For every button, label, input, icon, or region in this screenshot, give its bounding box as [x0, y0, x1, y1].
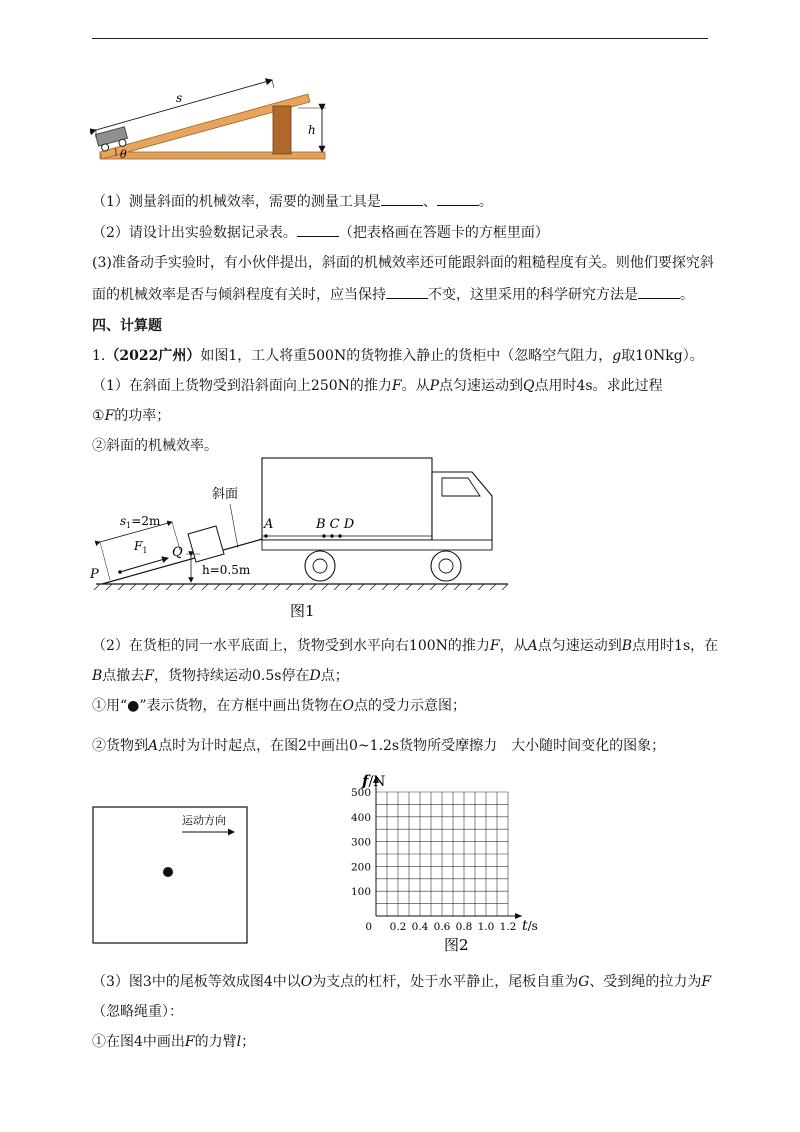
q1-end: 。 [478, 194, 493, 210]
fig1-F-letter: F [134, 539, 143, 553]
p1-part2-line2 [92, 666, 712, 686]
friction-time-graph[interactable] [328, 770, 558, 956]
p1-1-i-post: 的功率； [114, 408, 171, 424]
q1-blank-2[interactable] [437, 191, 479, 206]
p1-3-i-a: ①在图4中画出 [92, 1034, 185, 1050]
p1-2-l2-a: 点撤去 [102, 668, 145, 684]
incline-s-label: s [176, 91, 183, 105]
fig1-caption: 图1 [290, 602, 315, 620]
p1-part1 [92, 376, 712, 396]
fig1-F-label [133, 539, 147, 555]
fig1-s-letter: s [120, 514, 127, 528]
p1-3-i-F: F [184, 1034, 195, 1050]
p1-2-B: B [621, 638, 633, 654]
fig1-s-sub: 1 [126, 521, 132, 530]
x-axis-label: t/s [522, 918, 538, 934]
q3-blank-2[interactable] [638, 284, 680, 299]
p1-3-O: O [300, 974, 313, 990]
p1-part2-ii [92, 736, 712, 756]
p1-2-l2-D: D [309, 668, 321, 684]
p1-3-i-l: l [236, 1034, 242, 1050]
p1-2-i-O: O [342, 698, 355, 714]
p1-2-b: ，从 [499, 638, 528, 654]
q3-text-a: 面的机械效率是否与倾斜程度有关时，应当保持 [92, 287, 386, 303]
force-diagram-box[interactable] [92, 806, 248, 946]
p1-2-c: 点匀速运动到 [537, 638, 622, 654]
fig1-Q-label: Q [172, 545, 183, 560]
fig1-slope-label: 斜面 [212, 487, 239, 502]
q2-line [92, 222, 712, 243]
p1-1-b: 。从 [401, 378, 430, 394]
x-tick-label: 0.8 [455, 921, 473, 933]
q3-line-1: (3)准备动手实验时，有小伙伴提出，斜面的机械效率还可能跟斜面的粗糙程度有关。则他们要探究斜 [92, 255, 714, 271]
p1-1-F: F [391, 378, 402, 394]
header-rule [92, 38, 708, 39]
q3-blank-1[interactable] [386, 284, 428, 299]
p1-part1-ii: ②斜面的机械效率。 [92, 438, 218, 454]
p1-2-F: F [489, 638, 500, 654]
fig1-BCD-label: B C D [316, 517, 355, 532]
y-axis-label: f/N [362, 772, 386, 790]
p1-3-i-b: 的力臂 [194, 1034, 237, 1050]
p1-3-i-c: ； [241, 1034, 256, 1050]
q1-text: （1）测量斜面的机械效率，需要的测量工具是 [92, 194, 381, 210]
p1-1-i-F: F [104, 408, 115, 424]
q1-blank-1[interactable] [381, 191, 423, 206]
q2-text: （2）请设计出实验数据记录表。 [92, 225, 297, 241]
section-title: 四、计算题 [92, 318, 162, 334]
p1-part1-i [92, 406, 712, 426]
incline-figure [90, 72, 340, 164]
cargo-dot [163, 867, 173, 877]
p1-part3-i [92, 1032, 712, 1052]
fig1-P-label: P [90, 567, 99, 582]
q1-sep: 、 [422, 194, 437, 210]
p1-part2-line1 [92, 636, 719, 656]
p1-part2-i [92, 696, 712, 716]
p1-3-G: G [578, 974, 590, 990]
x-tick-label: 1.0 [477, 921, 495, 933]
p1-number: 1. [92, 348, 106, 364]
p1-2-ii-a: ②货物到 [92, 738, 148, 754]
y-tick-label: 100 [350, 886, 371, 899]
p1-1-a: （1）在斜面上货物受到沿斜面向上250N的推力 [92, 378, 392, 394]
x-tick-label: 0.4 [411, 921, 429, 933]
p1-3-b: 为支点的杠杆，处于水平静止，尾板自重为 [312, 974, 579, 990]
y-tick-label: 500 [350, 787, 371, 799]
p1-3-c: 、受到绳的拉力为 [589, 974, 702, 990]
q3-line-2 [92, 284, 712, 305]
y-tick-label: 300 [350, 836, 371, 849]
motion-direction-label: 运动方向 [182, 814, 226, 827]
fig1-F-sub: 1 [142, 546, 148, 555]
p1-2-l2-F: F [144, 668, 155, 684]
p1-2-ii-b: 点时为计时起点，在图2中画出0~1.2s货物所受摩擦力 大小随时间变化的图象； [158, 738, 666, 754]
x-tick-label: 0.2 [389, 921, 407, 933]
p1-2-ii-A: A [148, 738, 159, 754]
p1-2-d: 点用时1s，在 [632, 638, 719, 654]
figure-1 [88, 450, 518, 626]
p1-3-a: （3）图3中的尾板等效成图4中以 [92, 974, 301, 990]
incline-h-label: h [308, 123, 316, 137]
p1-stem-b: 取10Nkg）。 [621, 348, 704, 364]
fig1-A-label: A [264, 517, 274, 532]
p1-2-l2-b: ，货物持续运动0.5s停在 [154, 668, 310, 684]
y-tick-label: 200 [350, 861, 371, 874]
p1-2-l2-c: 点； [320, 668, 349, 684]
p1-1-d: 点用时4s。求此过程 [534, 378, 663, 394]
p1-source: （2022广州） [105, 348, 201, 364]
incline-theta-label: θ [120, 148, 127, 161]
p1-2-i-a: ①用“●”表示货物，在方框中画出货物在 [92, 698, 343, 714]
graph-caption: 图2 [444, 936, 469, 954]
p1-2-i-b: 点的受力示意图； [354, 698, 467, 714]
fig1-s-label [120, 514, 161, 530]
q3-text-b: 不变，这里采用的科学研究方法是 [428, 287, 638, 303]
p1-2-l2-B: B [92, 668, 103, 684]
q1-line [92, 191, 712, 212]
fig1-h-label: h=0.5m [202, 563, 251, 577]
x-axis-arrow [515, 913, 522, 919]
p1-part3-line1 [92, 972, 712, 992]
q3-text-c: 。 [680, 287, 694, 303]
p1-part3-line2: （忽略绳重）： [92, 1004, 183, 1020]
p1-3-F: F [701, 974, 712, 990]
p1-1-P: P [429, 378, 440, 394]
p1-1-i-pre: ① [92, 408, 105, 424]
fig1-s-value: =2m [131, 514, 161, 528]
p1-g: g [612, 348, 622, 364]
q2-end: （把表格画在答题卡的方框里面） [338, 225, 549, 241]
q2-blank[interactable] [297, 222, 339, 237]
p1-stem [92, 346, 712, 366]
x-tick-label: 1.2 [499, 921, 517, 933]
p1-1-Q: Q [523, 378, 535, 394]
p1-2-A: A [527, 638, 538, 654]
x-tick-label: 0.6 [433, 921, 451, 933]
origin-label: 0 [365, 921, 372, 933]
p1-stem-a: 如图1，工人将重500N的货物推入静止的货柜中（忽略空气阻力， [200, 348, 613, 364]
p1-1-c: 点匀速运动到 [439, 378, 524, 394]
y-tick-label: 400 [350, 811, 371, 824]
p1-2-a: （2）在货柜的同一水平底面上，货物受到水平向右100N的推力 [92, 638, 490, 654]
